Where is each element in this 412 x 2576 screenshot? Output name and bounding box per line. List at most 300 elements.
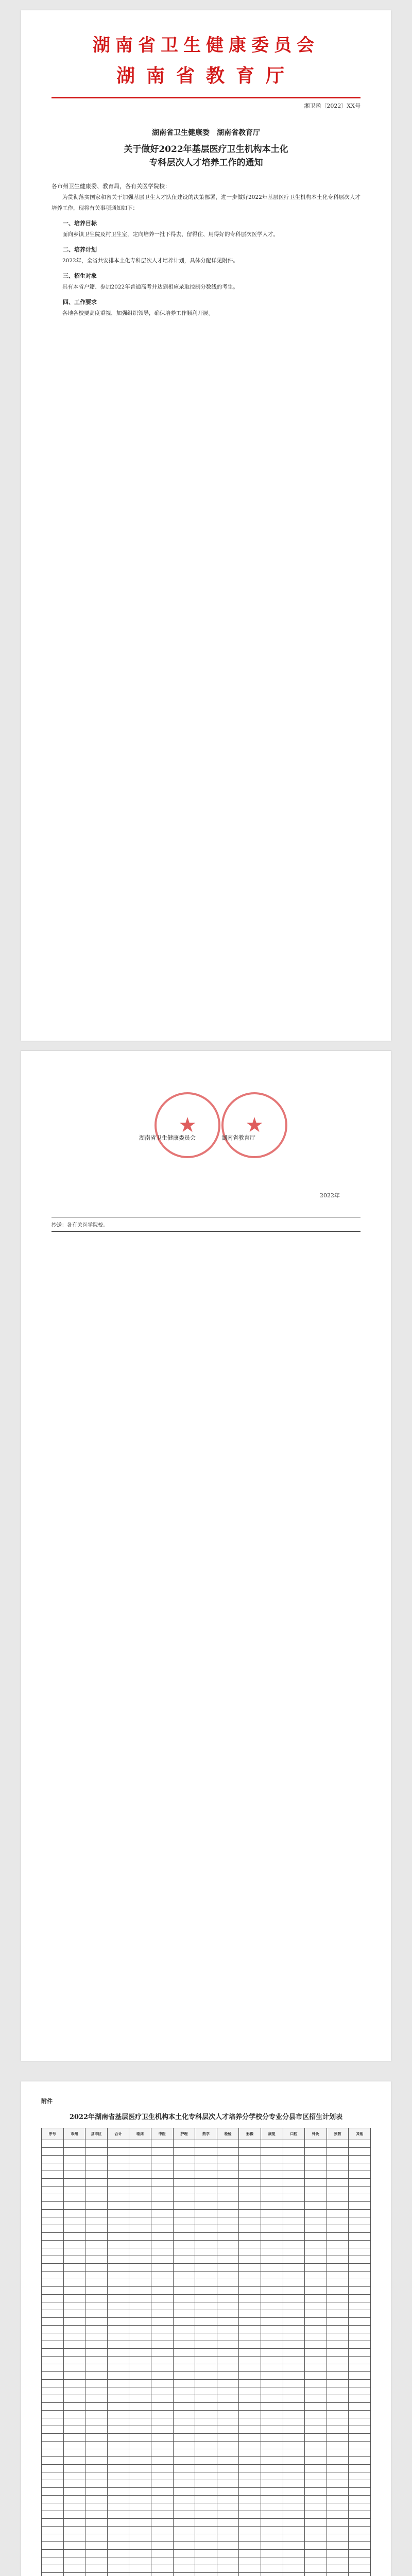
table-cell [129, 2163, 151, 2171]
table-header-row [42, 2128, 371, 2140]
table-cell [239, 2519, 261, 2527]
table-cell [349, 2163, 371, 2171]
table-cell [283, 2527, 305, 2534]
table-cell [151, 2156, 173, 2163]
table-row [42, 2457, 371, 2465]
table-cell [261, 2349, 283, 2357]
table-cell [85, 2233, 108, 2241]
table-cell [151, 2225, 173, 2233]
table-cell [195, 2333, 217, 2341]
table-cell [283, 2565, 305, 2573]
table-cell [349, 2202, 371, 2210]
table-cell [349, 2557, 371, 2565]
table-cell [42, 2279, 64, 2287]
table-cell [42, 2480, 64, 2488]
table-cell [305, 2527, 327, 2534]
table-cell [63, 2573, 85, 2576]
table-cell [217, 2326, 239, 2333]
table-cell [283, 2256, 305, 2264]
table-cell [283, 2326, 305, 2333]
table-cell [42, 2434, 64, 2442]
table-cell [42, 2272, 64, 2279]
table-cell [217, 2140, 239, 2148]
table-cell [261, 2279, 283, 2287]
table-cell [305, 2225, 327, 2233]
table-cell [195, 2171, 217, 2179]
table-cell [151, 2171, 173, 2179]
table-cell [85, 2318, 108, 2326]
table-cell [305, 2171, 327, 2179]
table-cell [129, 2326, 151, 2333]
table-cell [173, 2434, 195, 2442]
table-cell [151, 2449, 173, 2457]
table-cell [151, 2411, 173, 2418]
table-cell [283, 2442, 305, 2449]
table-cell [42, 2302, 64, 2310]
column-header: 县市区 [85, 2128, 108, 2140]
table-cell [63, 2472, 85, 2480]
table-cell [173, 2349, 195, 2357]
table-cell [42, 2395, 64, 2403]
column-header: 市州 [63, 2128, 85, 2140]
table-cell [327, 2194, 349, 2202]
table-cell [327, 2565, 349, 2573]
table-cell [173, 2333, 195, 2341]
table-cell [129, 2333, 151, 2341]
table-cell [239, 2357, 261, 2364]
table-cell [349, 2318, 371, 2326]
table-cell [129, 2488, 151, 2496]
table-cell [42, 2349, 64, 2357]
table-cell [217, 2364, 239, 2372]
table-cell [151, 2318, 173, 2326]
table-cell [42, 2171, 64, 2179]
table-cell [349, 2279, 371, 2287]
section-2 [52, 245, 360, 266]
table-cell [107, 2411, 129, 2418]
table-cell [195, 2217, 217, 2225]
table-cell [349, 2179, 371, 2187]
table-cell [283, 2449, 305, 2457]
table-cell [239, 2156, 261, 2163]
table-cell [195, 2163, 217, 2171]
table-cell [195, 2264, 217, 2272]
table-cell [283, 2465, 305, 2472]
table-cell [195, 2542, 217, 2550]
table-cell [305, 2333, 327, 2341]
table-cell [42, 2248, 64, 2256]
table-cell [305, 2210, 327, 2217]
table-cell [85, 2272, 108, 2279]
table-cell [195, 2233, 217, 2241]
table-cell [151, 2194, 173, 2202]
table-cell [85, 2156, 108, 2163]
table-cell [349, 2140, 371, 2148]
table-cell [107, 2202, 129, 2210]
table-cell [239, 2349, 261, 2357]
table-cell [42, 2194, 64, 2202]
table-cell [42, 2449, 64, 2457]
table-cell [107, 2187, 129, 2194]
table-cell [195, 2573, 217, 2576]
table-cell [85, 2287, 108, 2295]
table-cell [217, 2411, 239, 2418]
table-row [42, 2256, 371, 2264]
table-cell [63, 2426, 85, 2434]
table-row [42, 2465, 371, 2472]
attachment-page [21, 2081, 391, 2576]
table-cell [261, 2341, 283, 2349]
table-cell [195, 2372, 217, 2380]
table-row [42, 2387, 371, 2395]
table-cell [305, 2550, 327, 2557]
official-seal-icon: ★ [221, 1092, 287, 1158]
table-cell [173, 2272, 195, 2279]
table-cell [107, 2241, 129, 2248]
table-cell [107, 2449, 129, 2457]
table-cell [42, 2457, 64, 2465]
table-cell [305, 2565, 327, 2573]
table-cell [239, 2573, 261, 2576]
table-cell [173, 2472, 195, 2480]
table-cell [217, 2488, 239, 2496]
notice-title [52, 143, 360, 170]
table-cell [305, 2341, 327, 2349]
table-cell [151, 2488, 173, 2496]
table-cell [283, 2171, 305, 2179]
table-cell [63, 2210, 85, 2217]
table-cell [107, 2565, 129, 2573]
table-cell [129, 2217, 151, 2225]
column-header: 预防 [327, 2128, 349, 2140]
table-row [42, 2233, 371, 2241]
table-cell [239, 2264, 261, 2272]
table-cell [129, 2148, 151, 2156]
table-cell [327, 2503, 349, 2511]
table-cell [151, 2465, 173, 2472]
table-cell [239, 2542, 261, 2550]
table-cell [195, 2287, 217, 2295]
table-row [42, 2287, 371, 2295]
table-cell [107, 2217, 129, 2225]
table-cell [195, 2519, 217, 2527]
table-cell [129, 2387, 151, 2395]
table-cell [327, 2519, 349, 2527]
table-cell [63, 2403, 85, 2411]
table-cell [129, 2380, 151, 2387]
plan-table [41, 2128, 371, 2576]
table-cell [63, 2449, 85, 2457]
section-3 [52, 272, 360, 293]
table-cell [217, 2372, 239, 2380]
table-cell [239, 2187, 261, 2194]
table-cell [63, 2349, 85, 2357]
table-cell [195, 2387, 217, 2395]
table-cell [107, 2256, 129, 2264]
table-cell [129, 2171, 151, 2179]
table-cell [151, 2557, 173, 2565]
table-row [42, 2241, 371, 2248]
table-cell [217, 2465, 239, 2472]
table-cell [151, 2210, 173, 2217]
table-cell [349, 2302, 371, 2310]
table-cell [151, 2426, 173, 2434]
table-cell [327, 2387, 349, 2395]
table-cell [173, 2550, 195, 2557]
table-row [42, 2210, 371, 2217]
table-cell [173, 2194, 195, 2202]
table-cell [217, 2357, 239, 2364]
table-cell [349, 2573, 371, 2576]
table-cell [261, 2210, 283, 2217]
table-cell [305, 2256, 327, 2264]
table-cell [283, 2573, 305, 2576]
table-row [42, 2171, 371, 2179]
table-cell [129, 2225, 151, 2233]
table-cell [349, 2403, 371, 2411]
table-cell [217, 2194, 239, 2202]
table-row [42, 2434, 371, 2442]
table-cell [349, 2341, 371, 2349]
table-cell [151, 2395, 173, 2403]
table-cell [42, 2202, 64, 2210]
table-cell [195, 2241, 217, 2248]
table-cell [107, 2326, 129, 2333]
table-row [42, 2395, 371, 2403]
table-cell [173, 2411, 195, 2418]
table-cell [349, 2241, 371, 2248]
table-cell [217, 2550, 239, 2557]
table-cell [85, 2527, 108, 2534]
table-cell [63, 2156, 85, 2163]
table-cell [305, 2519, 327, 2527]
table-cell [151, 2565, 173, 2573]
table-cell [261, 2565, 283, 2573]
table-row [42, 2550, 371, 2557]
table-cell [85, 2148, 108, 2156]
table-cell [283, 2349, 305, 2357]
table-cell [195, 2503, 217, 2511]
table-cell [239, 2202, 261, 2210]
table-cell [151, 2457, 173, 2465]
table-cell [261, 2488, 283, 2496]
plan-table-block [41, 2112, 371, 2576]
table-cell [305, 2496, 327, 2503]
table-cell [305, 2372, 327, 2380]
table-cell [305, 2411, 327, 2418]
table-cell [63, 2550, 85, 2557]
table-cell [42, 2326, 64, 2333]
table-cell [63, 2333, 85, 2341]
column-header: 针灸 [305, 2128, 327, 2140]
table-cell [42, 2287, 64, 2295]
table-cell [173, 2380, 195, 2387]
table-cell [107, 2333, 129, 2341]
table-row [42, 2163, 371, 2171]
table-cell [107, 2302, 129, 2310]
table-cell [305, 2542, 327, 2550]
table-cell [42, 2442, 64, 2449]
table-cell [327, 2357, 349, 2364]
table-row [42, 2318, 371, 2326]
table-cell [261, 2225, 283, 2233]
table-cell [283, 2163, 305, 2171]
table-cell [85, 2140, 108, 2148]
table-cell [195, 2357, 217, 2364]
table-cell [327, 2573, 349, 2576]
table-cell [195, 2148, 217, 2156]
table-cell [327, 2256, 349, 2264]
table-cell [85, 2496, 108, 2503]
table-cell [283, 2457, 305, 2465]
table-cell [107, 2318, 129, 2326]
table-cell [63, 2527, 85, 2534]
table-cell [195, 2179, 217, 2187]
table-cell [305, 2511, 327, 2519]
table-cell [349, 2364, 371, 2372]
table-cell [42, 2318, 64, 2326]
table-row [42, 2310, 371, 2318]
table-cell [349, 2256, 371, 2264]
table-cell [283, 2295, 305, 2302]
table-cell [129, 2557, 151, 2565]
table-cell [107, 2380, 129, 2387]
table-cell [239, 2403, 261, 2411]
table-cell [129, 2449, 151, 2457]
table-cell [261, 2372, 283, 2380]
table-cell [151, 2341, 173, 2349]
title-line-2: 专科层次人才培养工作的通知 [149, 158, 263, 168]
table-cell [261, 2387, 283, 2395]
table-cell [173, 2534, 195, 2542]
table-cell [63, 2496, 85, 2503]
table-cell [107, 2248, 129, 2256]
table-cell [173, 2341, 195, 2349]
table-cell [349, 2310, 371, 2318]
table-cell [107, 2272, 129, 2279]
table-cell [283, 2550, 305, 2557]
table-cell [217, 2387, 239, 2395]
table-cell [261, 2364, 283, 2372]
table-cell [239, 2465, 261, 2472]
table-cell [195, 2349, 217, 2357]
table-cell [173, 2557, 195, 2565]
table-cell [63, 2511, 85, 2519]
table-cell [239, 2418, 261, 2426]
table-cell [261, 2442, 283, 2449]
table-cell [173, 2357, 195, 2364]
table-cell [349, 2171, 371, 2179]
document-page-2 [21, 1051, 391, 2061]
table-cell [63, 2480, 85, 2488]
table-cell [107, 2503, 129, 2511]
table-cell [305, 2272, 327, 2279]
table-cell [327, 2449, 349, 2457]
table-cell [107, 2534, 129, 2542]
table-cell [195, 2187, 217, 2194]
table-cell [129, 2295, 151, 2302]
table-cell [217, 2187, 239, 2194]
table-cell [63, 2140, 85, 2148]
table-cell [85, 2210, 108, 2217]
table-cell [107, 2140, 129, 2148]
table-cell [327, 2557, 349, 2565]
table-cell [85, 2163, 108, 2171]
table-cell [173, 2488, 195, 2496]
table-cell [239, 2295, 261, 2302]
table-cell [195, 2156, 217, 2163]
section-1 [52, 219, 360, 240]
table-cell [173, 2418, 195, 2426]
table-cell [151, 2140, 173, 2148]
table-cell [173, 2527, 195, 2534]
table-cell [217, 2434, 239, 2442]
table-cell [349, 2264, 371, 2272]
table-cell [349, 2194, 371, 2202]
table-cell [283, 2503, 305, 2511]
table-cell [85, 2426, 108, 2434]
table-cell [85, 2457, 108, 2465]
table-cell [173, 2163, 195, 2171]
table-cell [349, 2418, 371, 2426]
table-cell [239, 2387, 261, 2395]
table-cell [129, 2511, 151, 2519]
table-cell [305, 2434, 327, 2442]
table-cell [283, 2434, 305, 2442]
table-cell [239, 2395, 261, 2403]
table-cell [349, 2225, 371, 2233]
table-cell [151, 2326, 173, 2333]
table-cell [151, 2542, 173, 2550]
table-cell [217, 2302, 239, 2310]
table-cell [261, 2148, 283, 2156]
table-cell [129, 2140, 151, 2148]
table-cell [261, 2480, 283, 2488]
table-cell [349, 2449, 371, 2457]
table-cell [129, 2357, 151, 2364]
table-cell [217, 2519, 239, 2527]
table-cell [327, 2442, 349, 2449]
table-cell [239, 2287, 261, 2295]
table-cell [239, 2302, 261, 2310]
table-cell [217, 2542, 239, 2550]
table-row [42, 2565, 371, 2573]
table-cell [195, 2318, 217, 2326]
table-cell [305, 2295, 327, 2302]
table-cell [327, 2411, 349, 2418]
salutation: 各市州卫生健康委、教育局，各有关医学院校： [52, 183, 170, 190]
signature-date: 2022年 [320, 1192, 340, 1199]
table-cell [129, 2372, 151, 2380]
table-cell [151, 2496, 173, 2503]
table-cell [261, 2179, 283, 2187]
table-cell [107, 2194, 129, 2202]
table-cell [217, 2573, 239, 2576]
table-cell [63, 2233, 85, 2241]
table-cell [283, 2187, 305, 2194]
table-cell [107, 2156, 129, 2163]
table-cell [261, 2503, 283, 2511]
table-cell [239, 2449, 261, 2457]
table-cell [63, 2148, 85, 2156]
table-cell [107, 2442, 129, 2449]
table-cell [63, 2272, 85, 2279]
table-cell [195, 2403, 217, 2411]
table-cell [42, 2503, 64, 2511]
table-cell [349, 2542, 371, 2550]
table-cell [195, 2534, 217, 2542]
table-row [42, 2472, 371, 2480]
